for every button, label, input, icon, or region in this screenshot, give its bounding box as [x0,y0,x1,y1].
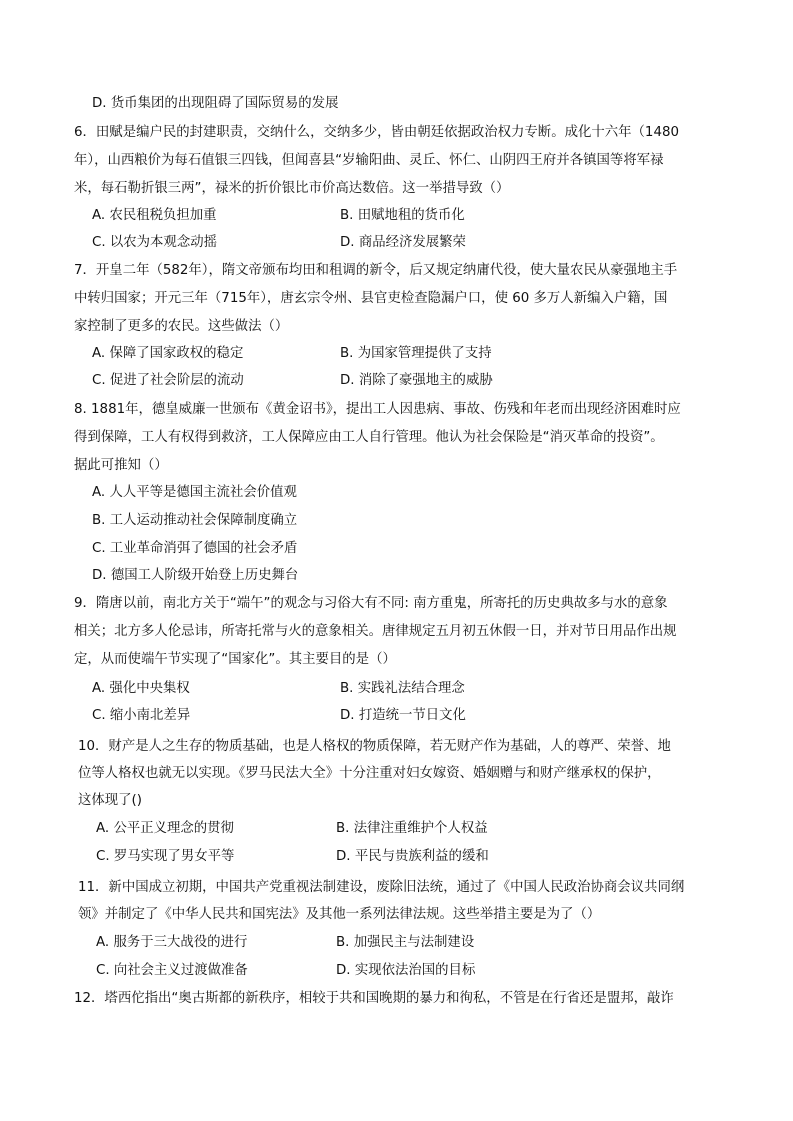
q11-option-d: D. 实现依法治国的目标 [336,963,476,978]
q8-option-c: C. 工业革命消弭了德国的社会矛盾 [92,541,298,556]
q9-option-b: B. 实践礼法结合理念 [340,681,465,696]
q6-stem-line-1: 6．田赋是编户民的封建职责，交纳什么，交纳多少，皆由朝廷依据政治权力专断。成化十六年（1480 [74,125,680,140]
q6-option-c: C. 以农为本观念动摇 [92,235,217,250]
q7-option-c: C. 促进了社会阶层的流动 [92,373,244,388]
q9-stem-line-2: 相关；北方多人伦忌讳，所寄托常与火的意象相关。唐律规定五月初五休假一日，并对节日用品作出规 [74,624,677,639]
q9-option-a: A. 强化中央集权 [92,681,190,696]
q11-stem-line-1: 11．新中国成立初期，中国共产党重视法制建设，废除旧法统，通过了《中国人民政治协商会议共同纲 [78,880,685,895]
q6-option-b: B. 田赋地租的货币化 [340,208,465,223]
q10-option-a: A. 公平正义理念的贯彻 [96,821,234,836]
q10-option-d: D. 平民与贵族利益的缓和 [336,849,489,864]
q6-option-a: A. 农民租税负担加重 [92,208,217,223]
q10-stem-line-1: 10．财产是人之生存的物质基础，也是人格权的物质保障，若无财产作为基础，人的尊严、荣誉、地 [78,739,671,754]
q8-option-d: D. 德国工人阶级开始登上历史舞台 [92,568,299,583]
q8-stem-line-3: 据此可推知（） [74,458,168,473]
q11-option-b: B. 加强民主与法制建设 [336,935,475,950]
q10-stem-line-2: 位等人格权也就无以实现。《罗马民法大全》十分注重对妇女嫁资、婚姻赠与和财产继承权的保护， [78,766,661,781]
q9-option-d: D. 打造统一节日文化 [340,708,466,723]
q9-option-c: C. 缩小南北差异 [92,708,191,723]
q7-stem-line-1: 7．开皇二年（582年），隋文帝颁布均田和租调的新令，后又规定纳庸代役，使大量农民从豪强地主手 [74,263,678,278]
q10-option-b: B. 法律注重维护个人权益 [336,821,488,836]
q9-stem-line-3: 定，从而使端午节实现了“国家化”。其主要目的是（） [74,652,396,667]
q12-stem-line-1: 12．塔西佗指出“奥古斯都的新秩序，相较于共和国晚期的暴力和徇私，不管是在行省还是盟邦，敲诈 [74,991,674,1006]
q8-stem-line-1: 8. 1881年，德皇威廉一世颁布《黄金诏书》，提出工人因患病、事故、伤残和年老而出现经济困难时应 [74,402,681,417]
q8-option-a: A. 人人平等是德国主流社会价值观 [92,485,297,500]
q5-option-d: D. 货币集团的出现阻碍了国际贸易的发展 [92,96,339,111]
q7-stem-line-2: 中转归国家；开元三年（715年），唐玄宗令州、县官吏检查隐漏户口，使 60 多万人新编入户籍，国 [74,291,668,306]
q7-option-b: B. 为国家管理提供了支持 [340,346,492,361]
q10-option-c: C. 罗马实现了男女平等 [96,849,235,864]
q8-option-b: B. 工人运动推动社会保障制度确立 [92,513,298,528]
q11-stem-line-2: 领》并制定了《中华人民共和国宪法》及其他一系列法律法规。这些举措主要是为了（） [78,907,601,922]
q7-option-a: A. 保障了国家政权的稳定 [92,346,244,361]
q8-stem-line-2: 得到保障，工人有权得到救济，工人保障应由工人自行管理。他认为社会保险是“消灭革命的投资”。 [74,430,664,445]
q6-stem-line-2: 年），山西粮价为每石值银三四钱，但闻喜县“岁输阳曲、灵丘、怀仁、山阴四王府并各镇国等将军禄 [74,153,664,168]
q7-stem-line-3: 家控制了更多的农民。这些做法（） [74,319,289,334]
q9-stem-line-1: 9．隋唐以前，南北方关于“端午”的观念与习俗大有不同: 南方重鬼，所寄托的历史典故多与水的意象 [74,596,668,611]
q11-option-a: A. 服务于三大战役的进行 [96,935,248,950]
q6-option-d: D. 商品经济发展繁荣 [340,235,466,250]
q7-option-d: D. 消除了豪强地主的威胁 [340,373,493,388]
q6-stem-line-3: 米，每石勒折银三两”，禄米的折价银比市价高达数倍。这一举措导致（） [74,181,510,196]
q10-stem-line-3: 这体现了() [78,793,143,808]
q11-option-c: C. 向社会主义过渡做准备 [96,963,248,978]
